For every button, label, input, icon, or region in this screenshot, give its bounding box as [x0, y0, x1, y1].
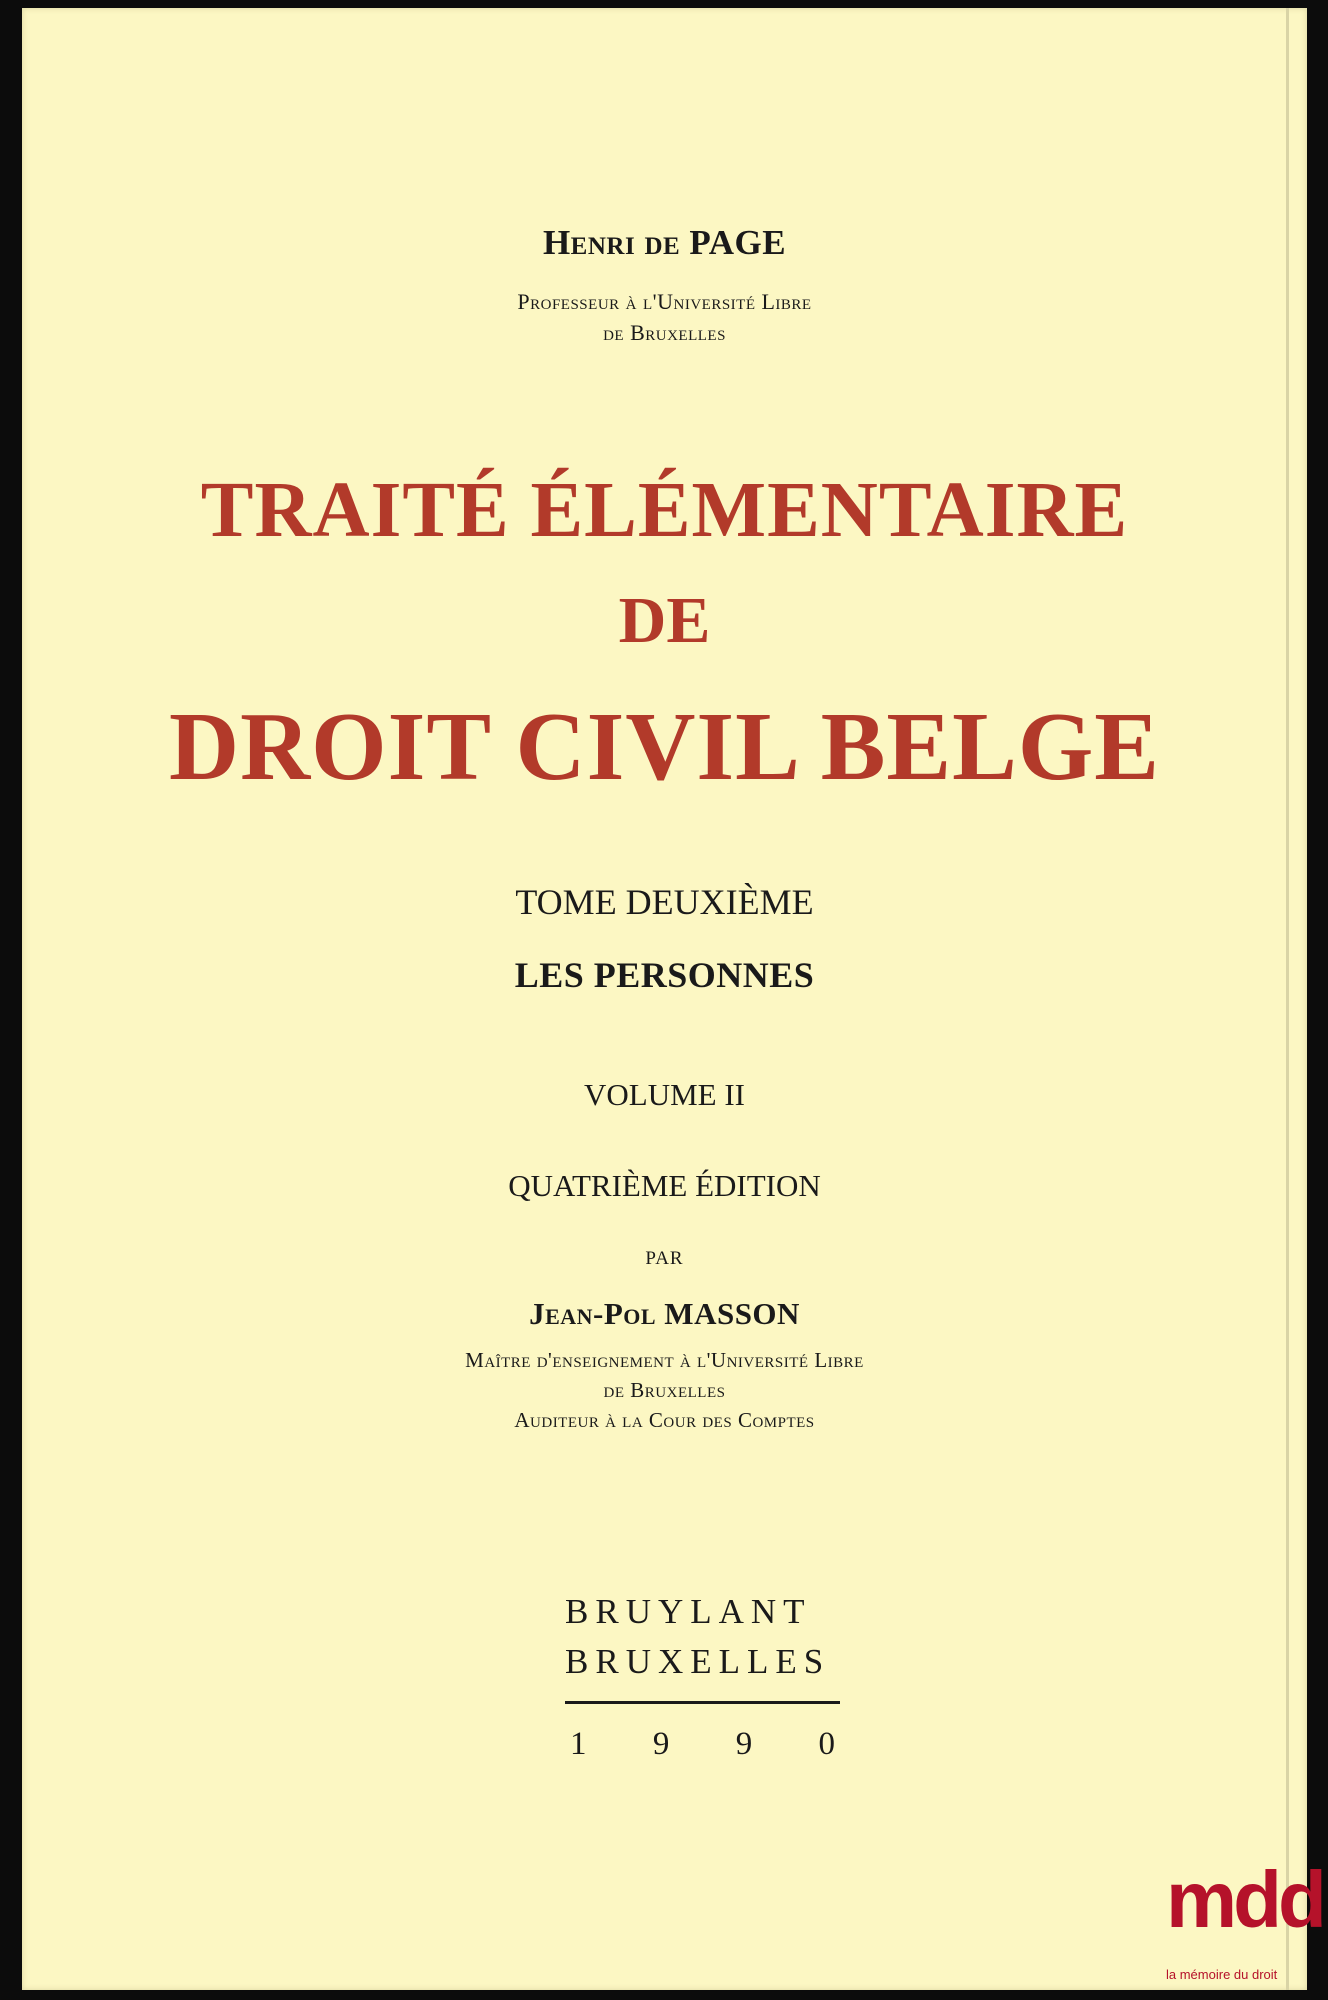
publisher-name: BRUYLANT — [565, 1592, 812, 1631]
watermark-tagline: la mémoire du droit — [1166, 1967, 1278, 1982]
editor-affiliation-line: de Bruxelles — [603, 1378, 726, 1402]
publication-year — [565, 1722, 840, 1766]
year-digit: 9 — [652, 1726, 670, 1762]
editor-affiliation-line: Auditeur à la Cour des Comptes — [514, 1408, 815, 1432]
edition-label: QUATRIÈME ÉDITION — [508, 1168, 821, 1203]
title-line-3: DROIT CIVIL BELGE — [169, 693, 1160, 800]
editor-affiliation-line: Maître d'enseignement à l'Université Libre — [465, 1348, 864, 1372]
title-line-2: DE — [618, 584, 711, 657]
watermark-logo — [1166, 1855, 1328, 1995]
publisher-divider — [565, 1701, 840, 1704]
author-affiliation-line: Professeur à l'Université Libre — [517, 289, 812, 314]
editor-affiliation — [22, 1345, 1307, 1435]
editor-name: Jean-Pol MASSON — [529, 1296, 800, 1331]
year-digit: 9 — [735, 1726, 753, 1762]
author-name: Henri de PAGE — [542, 223, 787, 262]
title-line-1: TRAITÉ ÉLÉMENTAIRE — [200, 467, 1129, 554]
publisher-block — [565, 1587, 840, 1766]
volume-label: VOLUME II — [584, 1077, 745, 1112]
by-label: PAR — [645, 1248, 684, 1269]
author-affiliation-line: de Bruxelles — [603, 320, 726, 345]
year-digit: 0 — [818, 1726, 836, 1762]
tome-label: TOME DEUXIÈME — [515, 882, 814, 922]
publisher-city: BRUXELLES — [565, 1642, 831, 1681]
year-digit: 1 — [570, 1726, 587, 1762]
author-affiliation — [22, 286, 1307, 348]
subject-label: LES PERSONNES — [514, 955, 815, 995]
watermark-logo-text: mdd — [1166, 1855, 1323, 1944]
